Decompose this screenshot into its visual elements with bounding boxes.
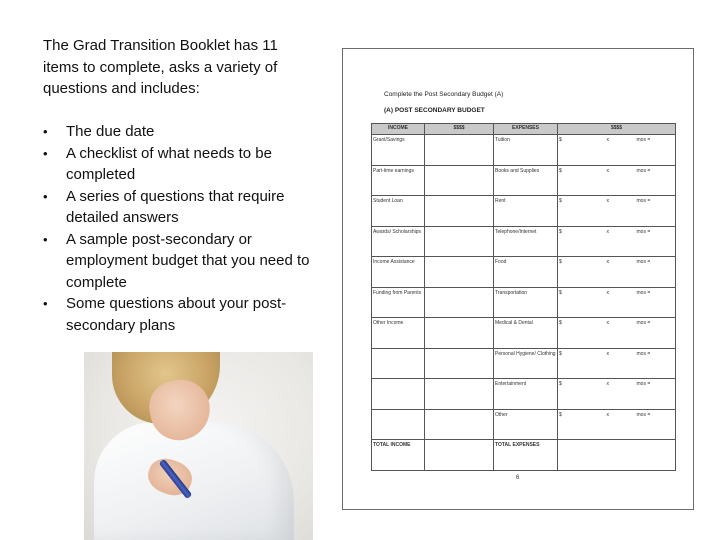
totals-row	[372, 440, 676, 471]
expense-months: mos =	[636, 196, 676, 227]
income-label	[372, 348, 425, 379]
table-row	[372, 165, 676, 196]
table-row	[372, 196, 676, 227]
income-amount-cell	[425, 196, 494, 227]
student-writing-photo	[84, 352, 313, 540]
expense-dollar: $	[558, 318, 606, 349]
income-label	[372, 409, 425, 440]
expenses-header: EXPENSES	[494, 124, 558, 135]
expense-times: x	[606, 348, 636, 379]
income-amount-cell	[425, 226, 494, 257]
expense-months: mos =	[636, 379, 676, 410]
expense-label: Rent	[494, 196, 558, 227]
expense-months: mos =	[636, 135, 676, 166]
expense-times: x	[606, 379, 636, 410]
income-amount-cell	[425, 135, 494, 166]
expense-months: mos =	[636, 318, 676, 349]
list-item: • A checklist of what needs to be completed	[43, 143, 318, 186]
income-label: Grant/Savings	[372, 135, 425, 166]
expense-months: mos =	[636, 226, 676, 257]
list-item: • Some questions about your post-secondary plans	[43, 293, 318, 336]
expense-dollar: $	[558, 135, 606, 166]
income-amount-cell	[425, 379, 494, 410]
table-row	[372, 135, 676, 166]
expense-dollar: $	[558, 348, 606, 379]
expense-months: mos =	[636, 287, 676, 318]
income-label: Other Income	[372, 318, 425, 349]
income-label: Student Loan	[372, 196, 425, 227]
list-item: • A sample post-secondary or employment budget that you need to complete	[43, 229, 318, 294]
income-label: Funding from Parents	[372, 287, 425, 318]
photo-shirt	[94, 422, 294, 540]
expense-times: x	[606, 318, 636, 349]
income-label: Income Assistance	[372, 257, 425, 288]
expense-dollar: $	[558, 409, 606, 440]
expense-times: x	[606, 226, 636, 257]
table-row	[372, 257, 676, 288]
income-label: Part-time earnings	[372, 165, 425, 196]
income-label	[372, 379, 425, 410]
expense-times: x	[606, 287, 636, 318]
table-row	[372, 318, 676, 349]
expense-label: Food	[494, 257, 558, 288]
expense-label: Medical & Dental	[494, 318, 558, 349]
expense-times: x	[606, 409, 636, 440]
table-row	[372, 348, 676, 379]
booklet-page	[342, 48, 694, 510]
expense-times: x	[606, 196, 636, 227]
page-number: 6	[516, 475, 520, 481]
expense-label: Other	[494, 409, 558, 440]
table-row	[372, 287, 676, 318]
expense-dollar: $	[558, 287, 606, 318]
income-label: Awards/ Scholarships	[372, 226, 425, 257]
expense-label: Entertainment	[494, 379, 558, 410]
table-row	[372, 409, 676, 440]
expense-months: mos =	[636, 165, 676, 196]
expense-dollar: $	[558, 196, 606, 227]
booklet-title: Complete the Post Secondary Budget (A)	[384, 91, 504, 98]
intro-text: The Grad Transition Booklet has 11 items to complete, asks a variety of questions and includes:	[43, 37, 278, 97]
expense-months: mos =	[636, 257, 676, 288]
total-expenses-cell	[558, 440, 676, 471]
expense-label: Tuition	[494, 135, 558, 166]
income-amount-header: $$$$	[425, 124, 494, 135]
expense-months: mos =	[636, 409, 676, 440]
total-income-label: TOTAL INCOME	[372, 440, 425, 471]
list-item: • A series of questions that require detailed answers	[43, 186, 318, 229]
income-amount-cell	[425, 348, 494, 379]
expense-label: Transportation	[494, 287, 558, 318]
income-amount-cell	[425, 318, 494, 349]
booklet-subtitle: (A) POST SECONDARY BUDGET	[384, 107, 485, 114]
expense-times: x	[606, 135, 636, 166]
expense-label: Books and Supplies	[494, 165, 558, 196]
income-amount-cell	[425, 287, 494, 318]
list-item: • The due date	[43, 121, 318, 143]
expense-label: Personal Hygiene/ Clothing	[494, 348, 558, 379]
expenses-amount-header: $$$$	[558, 124, 676, 135]
income-amount-cell	[425, 165, 494, 196]
budget-header-row	[372, 124, 676, 135]
expense-dollar: $	[558, 165, 606, 196]
expense-months: mos =	[636, 348, 676, 379]
expense-dollar: $	[558, 226, 606, 257]
expense-times: x	[606, 165, 636, 196]
feature-list	[43, 121, 318, 336]
budget-table	[371, 123, 676, 471]
expense-dollar: $	[558, 379, 606, 410]
income-amount-cell	[425, 409, 494, 440]
income-header: INCOME	[372, 124, 425, 135]
expense-dollar: $	[558, 257, 606, 288]
total-income-cell	[425, 440, 494, 471]
table-row	[372, 226, 676, 257]
expense-times: x	[606, 257, 636, 288]
income-amount-cell	[425, 257, 494, 288]
expense-label: Telephone/Internet	[494, 226, 558, 257]
table-row	[372, 379, 676, 410]
total-expenses-label: TOTAL EXPENSES	[494, 440, 558, 471]
